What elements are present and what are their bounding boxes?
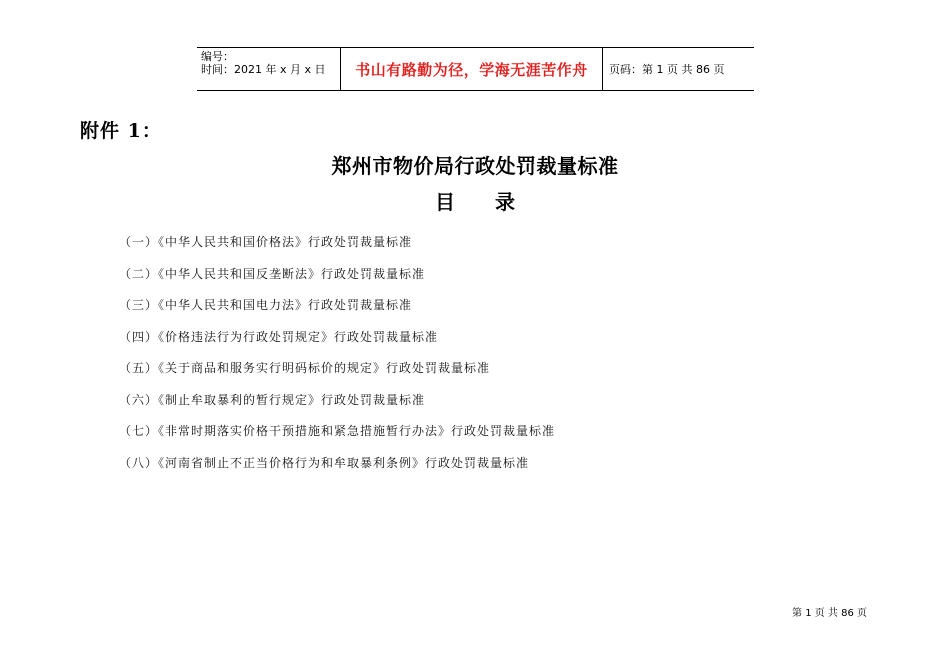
toc-item[interactable]: （三）《中华人民共和国电力法》行政处罚裁量标准	[119, 298, 413, 312]
toc-item[interactable]: （五）《关于商品和服务实行明码标价的规定》行政处罚裁量标准	[119, 361, 491, 375]
toc-item[interactable]: （六）《制止牟取暴利的暂行规定》行政处罚裁量标准	[119, 392, 426, 407]
table-of-contents	[119, 233, 555, 485]
header-meta-cell	[197, 48, 341, 90]
header-motto: 书山有路勤为径，学海无涯苦作舟	[341, 48, 603, 90]
header-page-code: 页码：第 1 页 共 86 页	[609, 63, 725, 76]
toc-item[interactable]: （八）《河南省制止不正当价格行为和牟取暴利条例》行政处罚裁量标准	[119, 455, 530, 470]
number-label: 编号：	[201, 50, 234, 63]
toc-item[interactable]: （二）《中华人民共和国反垄断法》行政处罚裁量标准	[119, 266, 426, 281]
toc-item[interactable]: （一）《中华人民共和国价格法》行政处罚裁量标准	[119, 235, 413, 249]
time-label: 时间：2021 年 x 月 x 日	[201, 63, 326, 76]
page-header	[197, 47, 754, 91]
toc-item[interactable]: （七）《非常时期落实价格干预措施和紧急措施暂行办法》行政处罚裁量标准	[119, 424, 556, 438]
toc-heading: 目 录	[435, 190, 515, 214]
document-title: 郑州市物价局行政处罚裁量标准	[331, 154, 619, 178]
attachment-label: 附件 1：	[80, 120, 162, 142]
page-footer-indicator: 第 1 页 共 86 页	[792, 608, 867, 619]
toc-item[interactable]: （四）《价格违法行为行政处罚规定》行政处罚裁量标准	[119, 329, 439, 344]
